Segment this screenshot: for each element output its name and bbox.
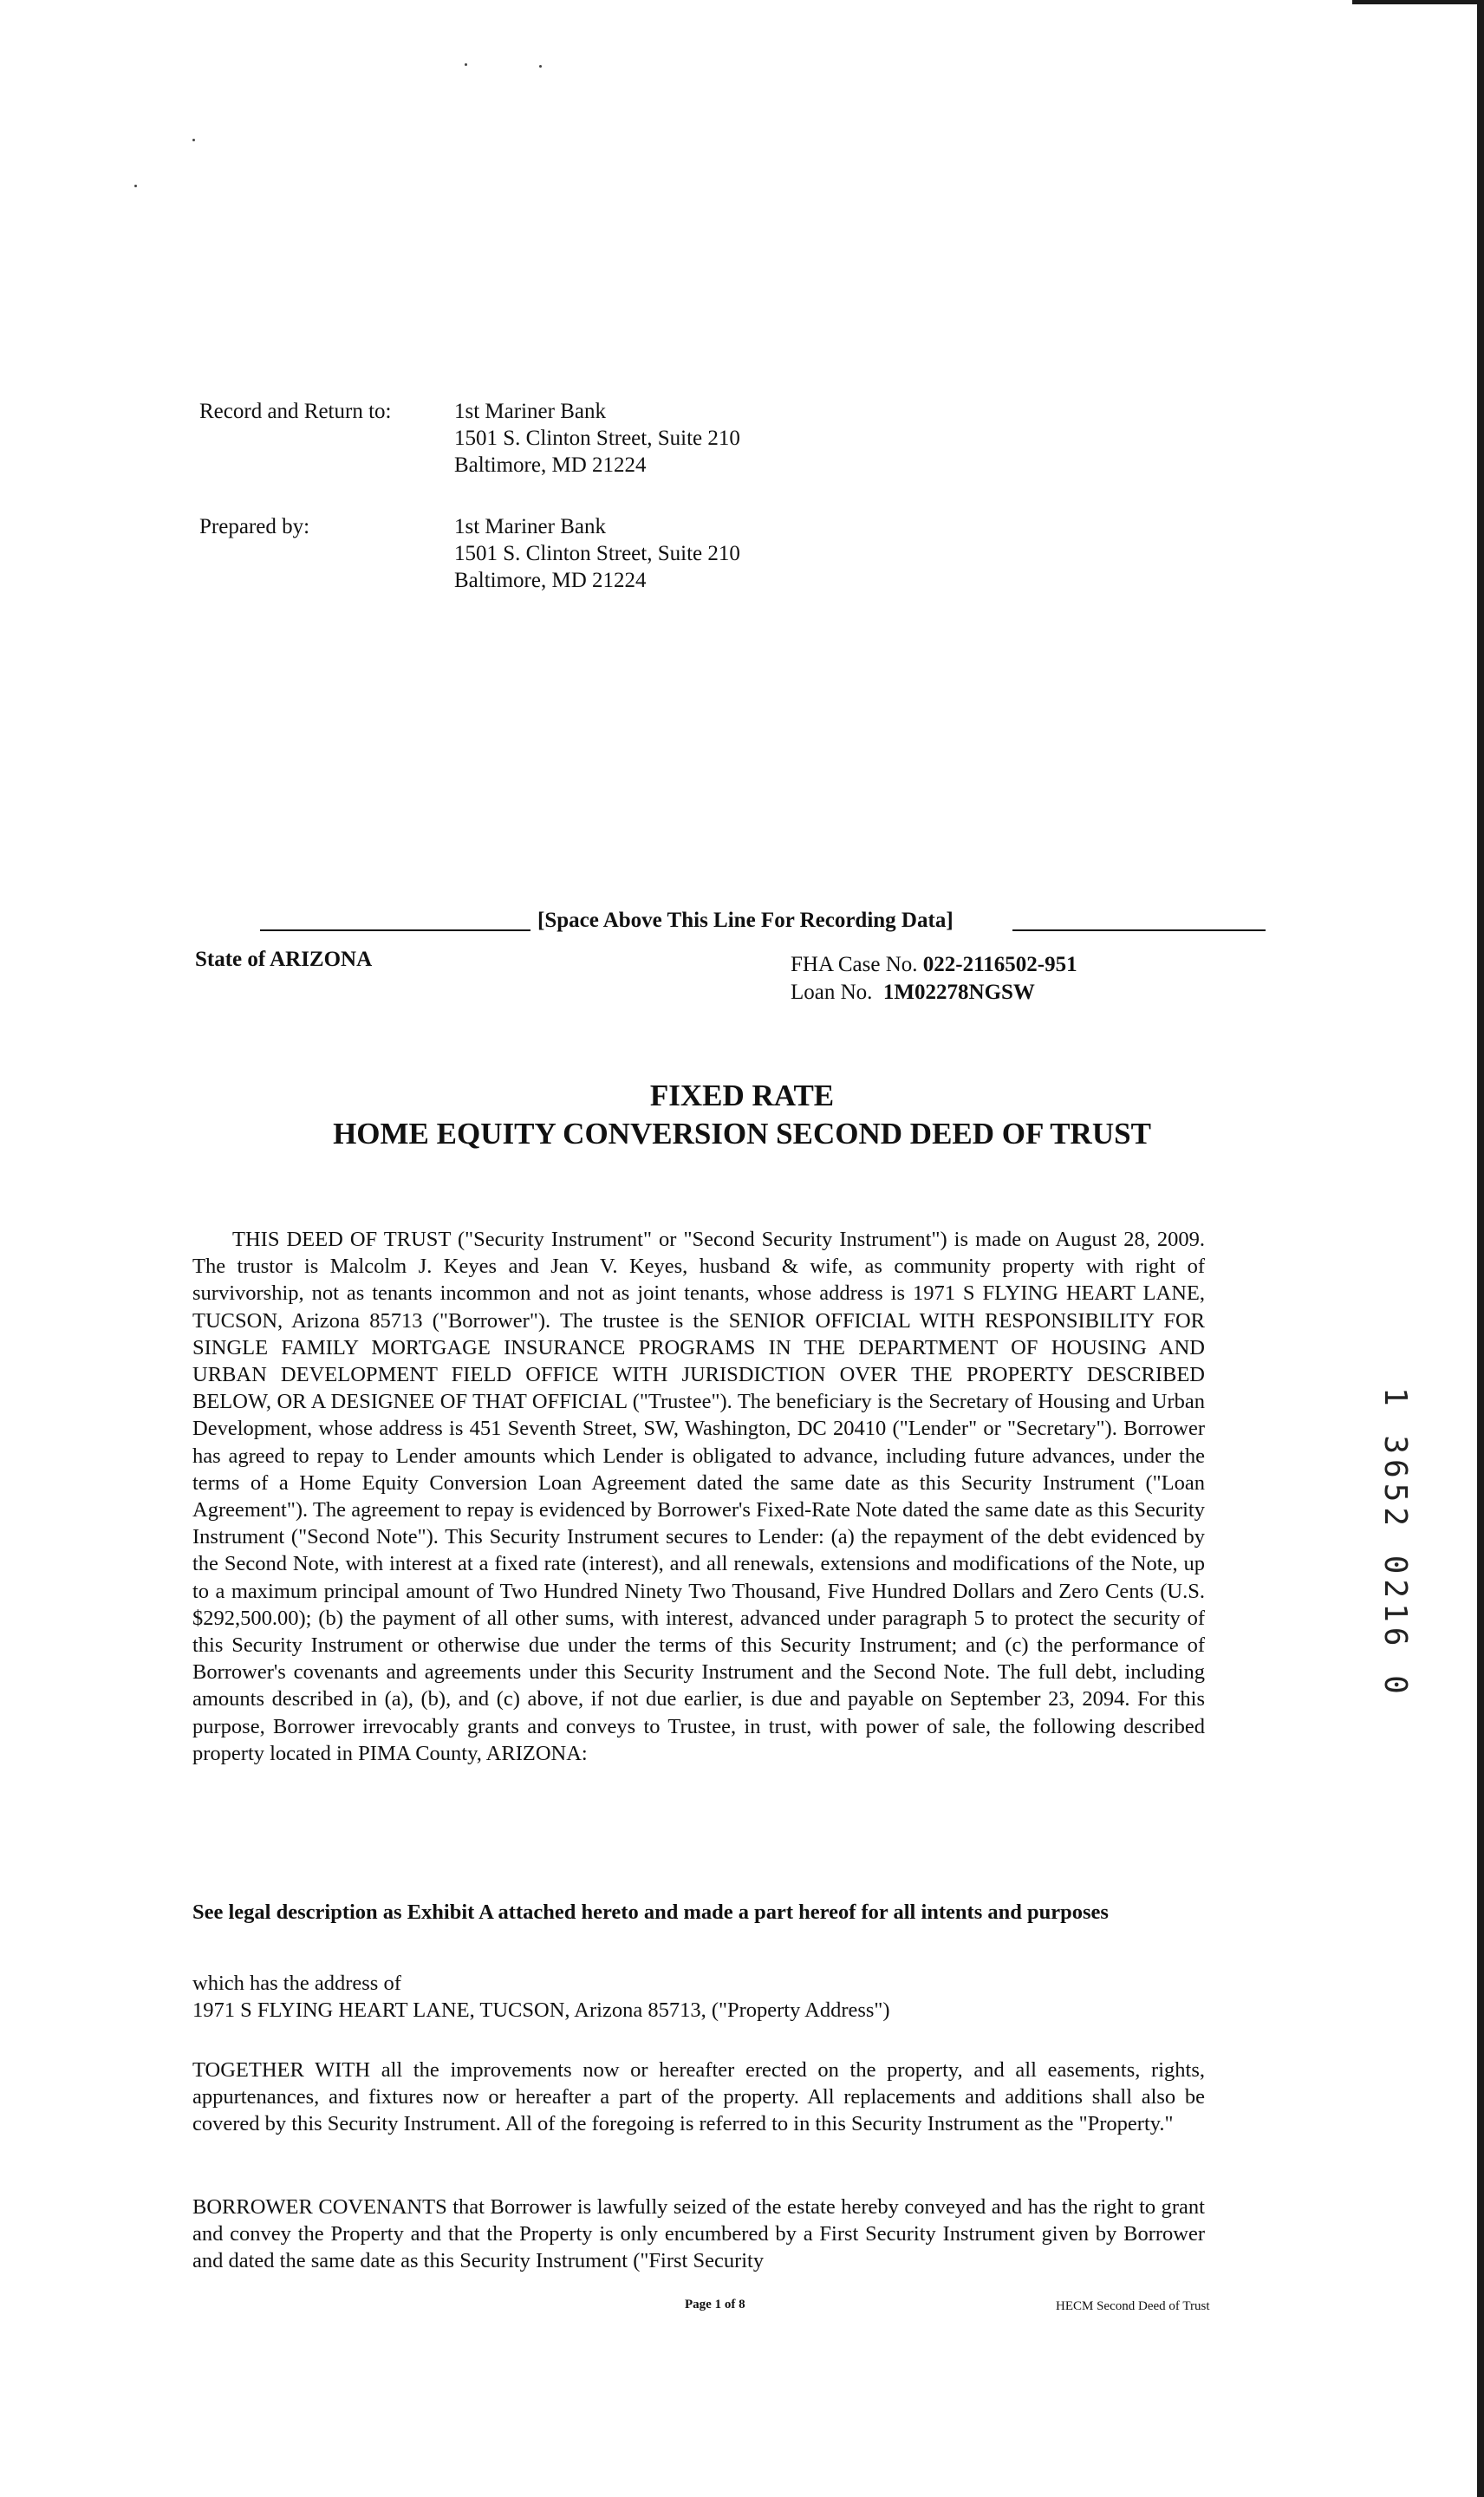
address-line: 1501 S. Clinton Street, Suite 210: [454, 427, 740, 450]
record-return-label: Record and Return to:: [199, 400, 392, 423]
scan-edge-top: [1352, 0, 1484, 4]
scan-speck: [134, 185, 137, 187]
footer-document-name: HECM Second Deed of Trust: [1056, 2299, 1210, 2313]
scan-speck: [465, 63, 467, 66]
recording-data-line: [260, 909, 1266, 936]
document-title-line2: HOME EQUITY CONVERSION SECOND DEED OF TRUST: [333, 1117, 1151, 1151]
fha-case-number: 022-2116502-951: [922, 953, 1077, 976]
address-line: Baltimore, MD 21224: [454, 453, 647, 477]
scan-speck: [192, 139, 195, 141]
page-number: Page 1 of 8: [685, 2298, 745, 2311]
recording-stamp-number: 1 3652 0216 0: [1377, 1387, 1413, 1699]
prepared-by-address: [454, 513, 740, 594]
property-address: 1971 S FLYING HEART LANE, TUCSON, Arizona 85713, ("Property Address"): [192, 1998, 890, 2022]
address-line: 1st Mariner Bank: [454, 400, 606, 423]
recording-data-text: [Space Above This Line For Recording Data]: [537, 909, 954, 932]
together-with-paragraph: TOGETHER WITH all the improvements now or hereafter erected on the property, and all easements, rights, appurtenances, and fixtures now or hereafter a part of the property. All replacements and additions shall also be covered by this Security Instrument. All of the foregoing is referred to in this Security Instrument as the "Property.": [192, 2058, 1205, 2135]
borrower-covenants-paragraph: BORROWER COVENANTS that Borrower is lawfully seized of the estate hereby conveyed and has the right to grant and convey the Property and that the Property is only encumbered by a First Security Instrument given by Borrower and dated the same date as this Security Instrument ("First Security: [192, 2195, 1205, 2272]
address-line: 1st Mariner Bank: [454, 515, 606, 538]
rule-right: [1012, 929, 1266, 931]
address-intro: which has the address of: [192, 1972, 401, 1995]
fha-case-label: FHA Case No.: [791, 953, 918, 976]
record-return-address: [454, 398, 740, 479]
legal-description-note: See legal description as Exhibit A attached hereto and made a part hereof for all intents and purposes: [192, 1900, 1109, 1924]
prepared-by-label: Prepared by:: [199, 515, 310, 538]
state-label: State of ARIZONA: [195, 948, 373, 971]
case-info: [791, 951, 1077, 1007]
address-line: Baltimore, MD 21224: [454, 569, 647, 592]
loan-number: 1M02278NGSW: [882, 981, 1035, 1004]
scan-edge-right: [1477, 0, 1484, 2497]
loan-no-label: Loan No.: [791, 981, 873, 1004]
rule-left: [260, 929, 530, 931]
scan-speck: [539, 65, 542, 68]
address-line: 1501 S. Clinton Street, Suite 210: [454, 542, 740, 565]
deed-body-paragraph: THIS DEED OF TRUST ("Security Instrument" or "Second Security Instrument") is made on August 28, 2009. The trustor is Malcolm J. Keyes and Jean V. Keyes, husband & wife, as community property with right of survivorship, not as tenants incommon and not as joint tenants, whose address is 1971 S FLYING HEART LANE, TUCSON, Arizona 85713 ("Borrower"). The trustee is the SENIOR OFFICIAL WITH RESPONSIBILITY FOR SINGLE FAMILY MORTGAGE INSURANCE PROGRAMS IN THE DEPARTMENT OF HOUSING AND URBAN DEVELOPMENT FIELD OFFICE WITH JURISDICTION OVER THE PROPERTY DESCRIBED BELOW, OR A DESIGNEE OF THAT OFFICIAL ("Trustee"). The beneficiary is the Secretary of Housing and Urban Development, whose address is 451 Seventh Street, SW, Washington, DC 20410 ("Lender" or "Secretary"). Borrower has agreed to repay to Lender amounts which Lender is obligated to advance, including future advances, under the terms of a Home Equity Conversion Loan Agreement dated the same date as this Security Instrument ("Loan Agreement"). The agreement to repay is evidenced by Borrower's Fixed-Rate Note dated the same date as this Security Instrument ("Second Note"). This Security Instrument secures to Lender: (a) the repayment of the debt evidenced by the Second Note, with interest at a fixed rate (interest), and all renewals, extensions and modifications of the Note, up to a maximum principal amount of Two Hundred Ninety Two Thousand, Five Hundred Dollars and Zero Cents (U.S. $292,500.00); (b) the payment of all other sums, with interest, advanced under paragraph 5 to protect the security of this Security Instrument or otherwise due under the terms of this Security Instrument; and (c) the performance of Borrower's covenants and agreements under this Security Instrument and the Second Note. The full debt, including amounts described in (a), (b), and (c) above, if not due earlier, is due and payable on September 23, 2094. For this purpose, Borrower irrevocably grants and conveys to Trustee, in trust, with power of sale, the following described property located in PIMA County, ARIZONA:: [192, 1228, 1205, 1765]
document-title-line1: FIXED RATE: [649, 1079, 835, 1112]
